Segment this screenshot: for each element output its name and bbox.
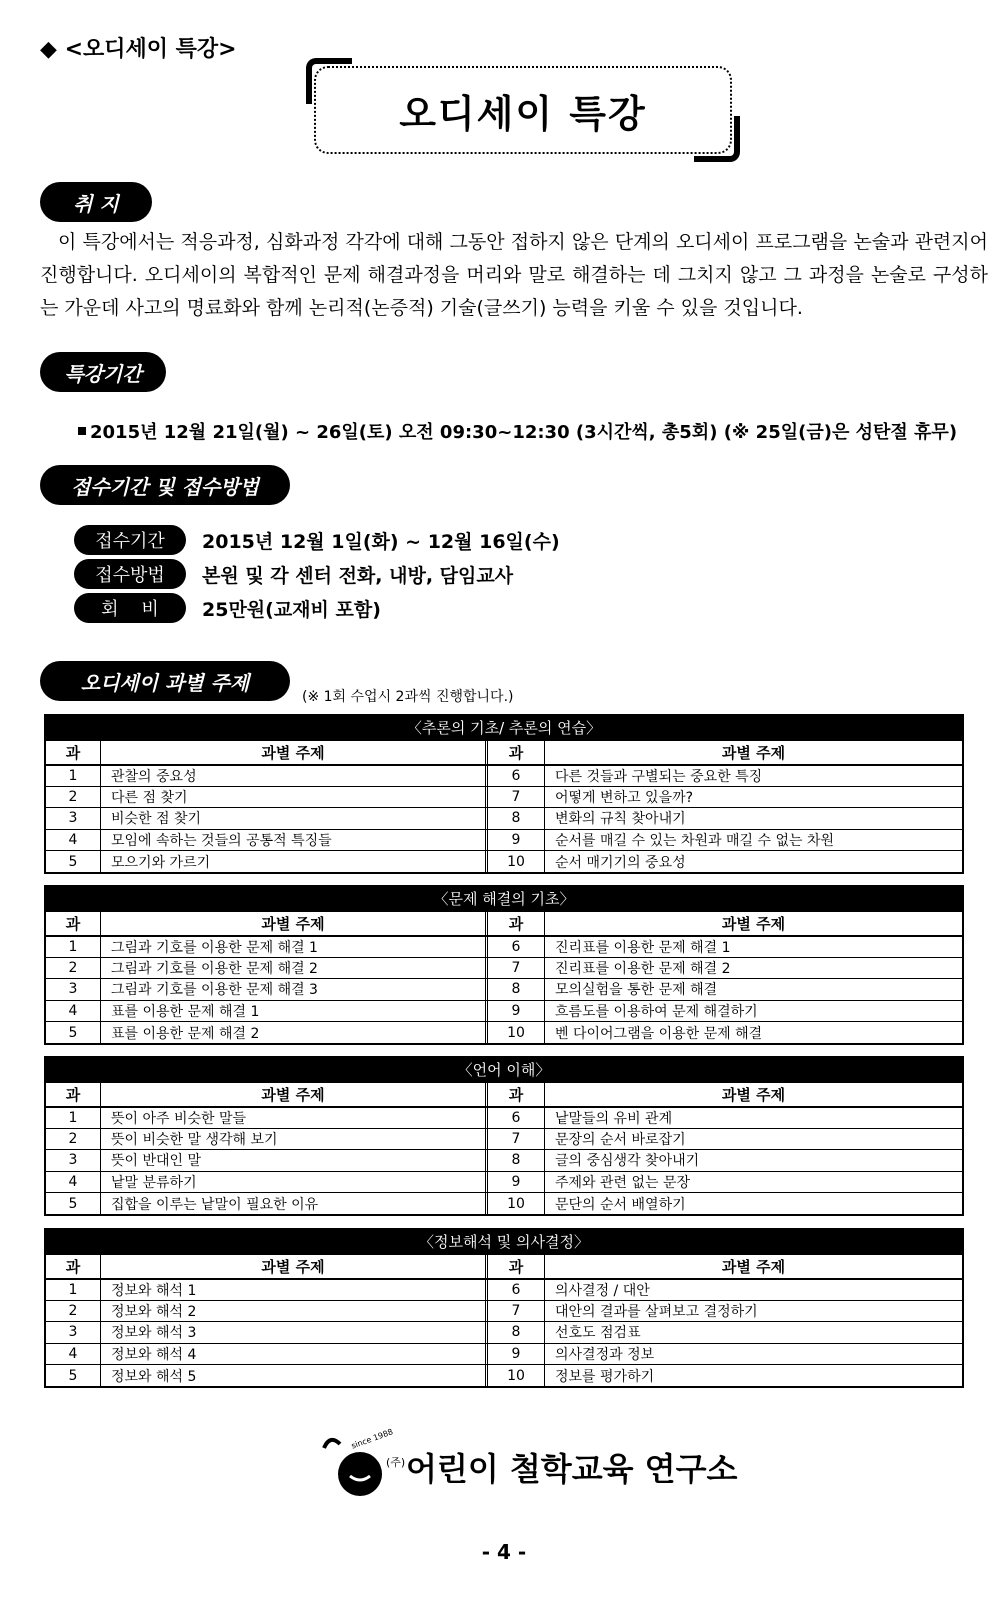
table-row: [46, 764, 962, 786]
column-header-topic: 과별 주제: [100, 1255, 488, 1278]
lesson-topic: 모의실험을 통한 문제 해결: [544, 979, 962, 1000]
registration-period-value: 2015년 12월 1일(화) ~ 12월 16일(수): [202, 530, 560, 553]
table-title: 〈정보해석 및 의사결정〉: [46, 1230, 962, 1254]
square-bullet-icon: [78, 427, 86, 435]
topic-table: [44, 885, 964, 1045]
registration-method-row: [74, 559, 513, 589]
table-row: [46, 1364, 962, 1386]
lesson-number: 8: [511, 810, 521, 827]
column-header-num: 과: [65, 744, 81, 762]
column-header-num: 과: [508, 1086, 524, 1104]
column-header-num: 과: [508, 915, 524, 933]
column-header-topic: 과별 주제: [100, 1083, 488, 1106]
lesson-topic: 정보와 해석 3: [100, 1322, 488, 1343]
lesson-number: 7: [511, 1302, 521, 1319]
lesson-topic: 선호도 점검표: [544, 1322, 962, 1343]
section-pill-purpose: 취 지: [40, 182, 152, 222]
topics-note: (※ 1회 수업시 2과씩 진행합니다.): [302, 689, 514, 705]
column-header-topic: 과별 주제: [100, 741, 488, 764]
table-row: [46, 1343, 962, 1365]
purpose-paragraph: 이 특강에서는 적응과정, 심화과정 각각에 대해 그동안 접하지 않은 단계의 오디세이 프로그램을 논술과 관련지어 진행합니다. 오디세이의 복합적인 문제 해결과정을 머리와 말로 해결하는 데 그치지 않고 그 과정을 논술로 구성하는 가운데 사고의 명료화와 함께 논리적(논증적) 기술(글쓰기) 능력을 키울 수 있을 것입니다.: [40, 231, 988, 319]
lesson-number: 6: [511, 1109, 521, 1126]
page-number: - 4 -: [481, 1540, 527, 1564]
column-header-topic: 과별 주제: [544, 1255, 962, 1278]
lesson-number: 7: [511, 959, 521, 976]
lesson-topic: 벤 다이어그램을 이용한 문제 해결: [544, 1022, 962, 1043]
lesson-number: 2: [68, 788, 78, 805]
lesson-topic: 집합을 이루는 낱말이 필요한 이유: [100, 1193, 488, 1214]
table-title: 〈문제 해결의 기초〉: [46, 887, 962, 911]
institute-logo: [322, 1427, 738, 1510]
table-row: [46, 1000, 962, 1022]
lesson-number: 6: [511, 938, 521, 955]
section-pill-period: 특강기간: [40, 352, 166, 392]
lesson-topic: 다른 것들과 구별되는 중요한 특징: [544, 766, 962, 786]
column-header-topic: 과별 주제: [544, 741, 962, 764]
column-header-topic: 과별 주제: [544, 912, 962, 935]
logo-swirl-mark: [324, 1440, 340, 1448]
table-title: 〈추론의 기초/ 추론의 연습〉: [46, 716, 962, 740]
lesson-topic: 문단의 순서 배열하기: [544, 1193, 962, 1214]
lesson-number: 1: [68, 767, 78, 784]
lesson-number: 8: [511, 1152, 521, 1169]
lesson-number: 7: [511, 1130, 521, 1147]
lesson-topic: 그림과 기호를 이용한 문제 해결 1: [100, 937, 488, 957]
table-header-row: [46, 1254, 962, 1278]
lesson-number: 9: [511, 832, 521, 849]
period-line: [78, 418, 957, 444]
table-row: [46, 807, 962, 829]
lesson-topic: 비슷한 점 찾기: [100, 808, 488, 829]
lesson-number: 8: [511, 981, 521, 998]
lesson-topic: 정보와 해석 4: [100, 1344, 488, 1365]
lesson-number: 1: [68, 938, 78, 955]
lesson-topic: 대안의 결과를 살펴보고 결정하기: [544, 1301, 962, 1322]
lesson-topic: 주제와 관련 없는 문장: [544, 1172, 962, 1193]
lesson-topic: 글의 중심생각 찾아내기: [544, 1150, 962, 1171]
registration-method-value: 본원 및 각 센터 전화, 내방, 담임교사: [202, 564, 514, 587]
table-header-row: [46, 911, 962, 935]
lesson-topic: 그림과 기호를 이용한 문제 해결 2: [100, 958, 488, 979]
lesson-number: 1: [68, 1109, 78, 1126]
lesson-topic: 정보와 해석 5: [100, 1365, 488, 1386]
column-header-num: 과: [65, 1086, 81, 1104]
lesson-topic: 어떻게 변하고 있을까?: [544, 787, 962, 808]
lesson-number: 4: [68, 1346, 78, 1363]
registration-period-row: [74, 525, 560, 555]
logo-prefix-text: (주): [386, 1456, 406, 1469]
page-title: 오디세이 특강: [314, 66, 732, 154]
table-row: [46, 1106, 962, 1128]
column-header-num: 과: [65, 1258, 81, 1276]
lesson-topic: 표를 이용한 문제 해결 2: [100, 1022, 488, 1043]
table-row: [46, 1128, 962, 1150]
table-row: [46, 1192, 962, 1214]
table-row: [46, 786, 962, 808]
table-row: [46, 957, 962, 979]
period-text: 2015년 12월 21일(월) ~ 26일(토) 오전 09:30~12:30 (3시간씩, 총5회) (※ 25일(금)은 성탄절 휴무): [90, 422, 958, 443]
registration-period-label: 접수기간: [74, 525, 186, 555]
lesson-topic: 낱말들의 유비 관계: [544, 1108, 962, 1128]
lesson-topic: 다른 점 찾기: [100, 787, 488, 808]
lesson-number: 10: [507, 1195, 525, 1212]
lesson-number: 9: [511, 1003, 521, 1020]
lesson-number: 5: [68, 1024, 78, 1041]
lesson-number: 9: [511, 1346, 521, 1363]
table-row: [46, 1278, 962, 1300]
lesson-topic: 변화의 규칙 찾아내기: [544, 808, 962, 829]
lesson-number: 2: [68, 1302, 78, 1319]
lesson-topic: 흐름도를 이용하여 문제 해결하기: [544, 1001, 962, 1022]
lesson-topic: 순서 매기기의 중요성: [544, 851, 962, 872]
lesson-number: 2: [68, 1130, 78, 1147]
lesson-number: 8: [511, 1324, 521, 1341]
section-header: ◆ <오디세이 특강>: [40, 37, 237, 62]
lesson-topic: 진리표를 이용한 문제 해결 2: [544, 958, 962, 979]
logo-face-icon: [338, 1452, 382, 1496]
lesson-topic: 뜻이 비슷한 말 생각해 보기: [100, 1129, 488, 1150]
table-title: 〈언어 이해〉: [46, 1058, 962, 1082]
lesson-topic: 뜻이 반대인 말: [100, 1150, 488, 1171]
lesson-number: 5: [68, 1367, 78, 1384]
lesson-topic: 관찰의 중요성: [100, 766, 488, 786]
lesson-topic: 의사결정 / 대안: [544, 1280, 962, 1300]
lesson-number: 3: [68, 1324, 78, 1341]
lesson-number: 3: [68, 1152, 78, 1169]
column-header-num: 과: [508, 744, 524, 762]
registration-fee-row: [74, 593, 381, 623]
section-pill-registration: 접수기간 및 접수방법: [40, 465, 290, 505]
lesson-number: 10: [507, 1024, 525, 1041]
table-row: [46, 850, 962, 872]
logo-name-text: 어린이 철학교육 연구소: [406, 1450, 738, 1488]
lesson-topic: 정보와 해석 1: [100, 1280, 488, 1300]
lesson-topic: 뜻이 아주 비슷한 말들: [100, 1108, 488, 1128]
topic-table: [44, 1228, 964, 1388]
lesson-number: 3: [68, 981, 78, 998]
title-frame: [306, 58, 740, 162]
table-row: [46, 1021, 962, 1043]
column-header-num: 과: [65, 915, 81, 933]
lesson-topic: 낱말 분류하기: [100, 1172, 488, 1193]
lesson-number: 5: [68, 1195, 78, 1212]
lesson-number: 4: [68, 1003, 78, 1020]
topic-table: [44, 1056, 964, 1216]
lesson-number: 6: [511, 1281, 521, 1298]
lesson-number: 10: [507, 1367, 525, 1384]
lesson-number: 9: [511, 1174, 521, 1191]
lesson-topic: 진리표를 이용한 문제 해결 1: [544, 937, 962, 957]
lesson-topic: 순서를 매길 수 있는 차원과 매길 수 없는 차원: [544, 830, 962, 851]
table-header-row: [46, 740, 962, 764]
lesson-topic: 문장의 순서 바로잡기: [544, 1129, 962, 1150]
lesson-number: 1: [68, 1281, 78, 1298]
lesson-topic: 모임에 속하는 것들의 공통적 특징들: [100, 830, 488, 851]
table-row: [46, 1321, 962, 1343]
table-row: [46, 978, 962, 1000]
lesson-number: 5: [68, 853, 78, 870]
section-pill-topics: 오디세이 과별 주제: [40, 661, 290, 701]
lesson-number: 4: [68, 832, 78, 849]
table-row: [46, 829, 962, 851]
lesson-number: 4: [68, 1174, 78, 1191]
table-row: [46, 1149, 962, 1171]
topic-table: [44, 714, 964, 874]
registration-fee-value: 25만원(교재비 포함): [202, 598, 381, 621]
lesson-number: 6: [511, 767, 521, 784]
column-header-num: 과: [508, 1258, 524, 1276]
lesson-topic: 정보를 평가하기: [544, 1365, 962, 1386]
lesson-number: 10: [507, 853, 525, 870]
column-header-topic: 과별 주제: [100, 912, 488, 935]
lesson-number: 7: [511, 788, 521, 805]
registration-method-label: 접수방법: [74, 559, 186, 589]
lesson-topic: 모으기와 가르기: [100, 851, 488, 872]
logo-since-text: since 1988: [350, 1427, 395, 1451]
lesson-topic: 의사결정과 정보: [544, 1344, 962, 1365]
lesson-topic: 그림과 기호를 이용한 문제 해결 3: [100, 979, 488, 1000]
table-row: [46, 1171, 962, 1193]
table-row: [46, 935, 962, 957]
registration-fee-label: 회 비: [74, 593, 186, 623]
table-header-row: [46, 1082, 962, 1106]
lesson-number: 2: [68, 959, 78, 976]
lesson-topic: 표를 이용한 문제 해결 1: [100, 1001, 488, 1022]
lesson-number: 3: [68, 810, 78, 827]
table-row: [46, 1300, 962, 1322]
lesson-topic: 정보와 해석 2: [100, 1301, 488, 1322]
column-header-topic: 과별 주제: [544, 1083, 962, 1106]
